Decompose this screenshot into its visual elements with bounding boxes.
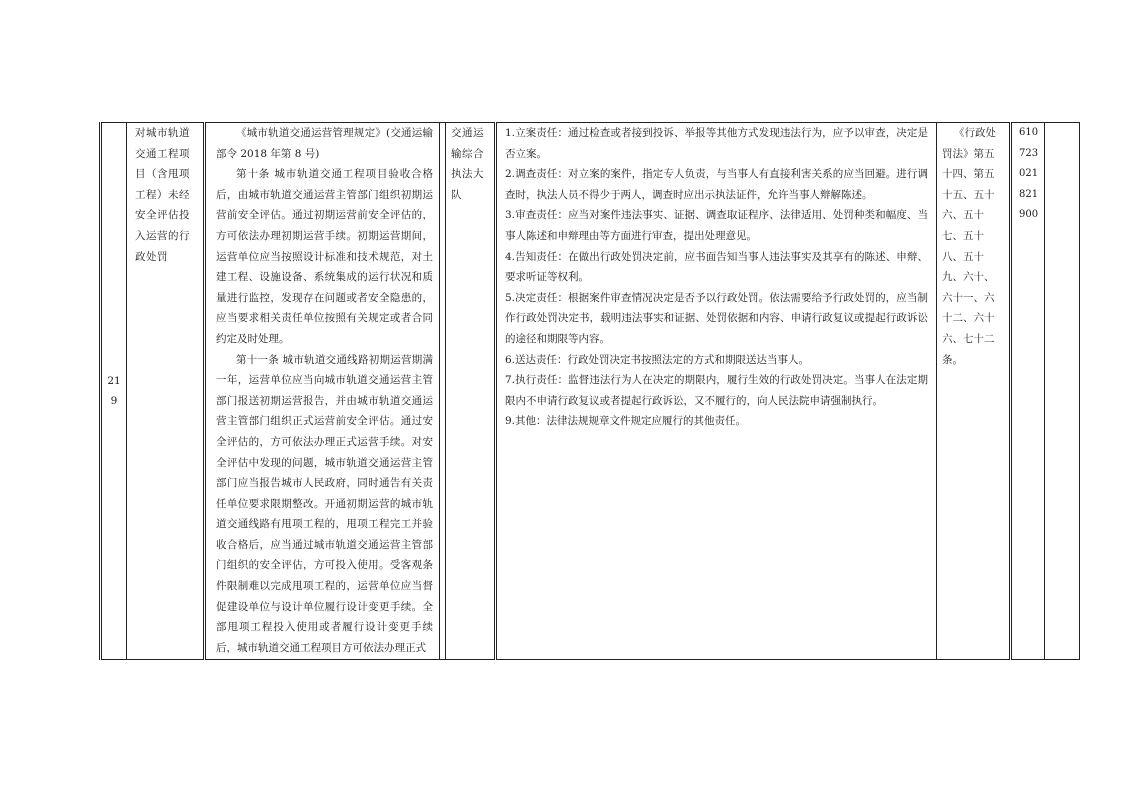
- department-name: 交通运输综合执法大队: [451, 127, 484, 201]
- basis-paragraph: 《城市轨道交通运营管理规定》(交通运输部令 2018 年第 8 号): [216, 127, 433, 160]
- row-number: 219: [107, 375, 121, 407]
- responsibility-item: 4.告知责任：在做出行政处罚决定前，应书面告知当事人违法事实及其享有的陈述、申辩、要求听证等权利。: [505, 250, 928, 284]
- basis-paragraph: 第十条 城市轨道交通工程项目验收合格后，由城市轨道交通运营主管部门组织初期运营前安全评估。通过初期运营前安全评估的，方可依法办理初期运营手续。初期运营期间，运营单位应当按照设计标准和技术规范，对土建工程、设施设备、系统集成的运行状况和质量进行监控，发现存在问题或者安全隐患的，应当要求相关责任单位按照有关规定或者合同约定及时处理。: [216, 168, 433, 345]
- responsibility-item: 7.执行责任：监督违法行为人在决定的期限内，履行生效的行政处罚决定。当事人在法定期限内不申请行政复议或者提起行政诉讼，又不履行的，向人民法院申请强制执行。: [505, 374, 928, 407]
- responsibilities-cell: [496, 123, 937, 660]
- basis-content: [206, 123, 439, 658]
- department-cell: [446, 123, 496, 660]
- law-reference: 《行政处罚法》第五十四、第五十五、五十六、五十七、五十八、五十九、六十、六十一、六十二、六十六、七十二条。: [942, 127, 996, 366]
- basis-paragraph: 第十一条 城市轨道交通线路初期运营期满一年，运营单位应当向城市轨道交通运营主管部门报送初期运营报告，并由城市轨道交通运营主管部门组织正式运营前安全评估。通过安全评估的，方可依法办理正式运营手续。对安全评估中发现的问题，城市轨道交通运营主管部门应当报告城市人民政府，同时通告有关责任单位要求限期整改。开通初期运营的城市轨道交通线路有甩项工程的，甩项工程完工并验收合格后，应当通过城市轨道交通运营主管部门组织的安全评估，方可投入使用。受客观条件限制难以完成甩项工程的，运营单位应当督促建设单位与设计单位履行设计变更手续。全部甩项工程投入使用或者履行设计变更手续后，城市轨道交通工程项目方可依法办理正式: [216, 353, 433, 654]
- responsibility-item: 3.审查责任：应当对案件违法事实、证据、调查取证程序、法律适用、处罚种类和幅度、当事人陈述和申辩理由等方面进行审查，提出处理意见。: [505, 209, 928, 242]
- law-reference-cell: [937, 123, 1011, 660]
- responsibility-item: 2.调查责任：对立案的案件，指定专人负责，与当事人有直接利害关系的应当回避。进行调查时，执法人员不得少于两人，调查时应出示执法证件，允许当事人辩解陈述。: [505, 168, 928, 201]
- table-row: [101, 123, 1080, 660]
- code-cell: [1011, 123, 1045, 660]
- item-name: 对城市轨道交通工程项目（含甩项工程）未经安全评估投入运营的行政处罚: [135, 127, 190, 263]
- item-code: 610723021821900: [1019, 127, 1039, 221]
- responsibilities-content: [497, 123, 936, 432]
- extra-cell: [1045, 123, 1080, 660]
- item-cell: [127, 123, 205, 660]
- enforcement-table: [99, 122, 1080, 660]
- responsibility-item: 9.其他：法律法规规章文件规定应履行的其他责任。: [505, 415, 747, 428]
- row-number-cell: [101, 123, 127, 660]
- responsibility-item: 6.送达责任：行政处罚决定书按照法定的方式和期限送达当事人。: [505, 353, 810, 366]
- responsibility-item: 1.立案责任：通过检查或者接到投诉、举报等其他方式发现违法行为，应予以审查，决定是否立案。: [505, 127, 928, 160]
- responsibility-item: 5.决定责任：根据案件审查情况决定是否予以行政处罚。依法需要给予行政处罚的，应当制作行政处罚决定书，载明违法事实和证据、处罚依据和内容、申请行政复议或提起行政诉讼的途径和期限等内容。: [505, 291, 928, 345]
- basis-cell: [205, 123, 440, 660]
